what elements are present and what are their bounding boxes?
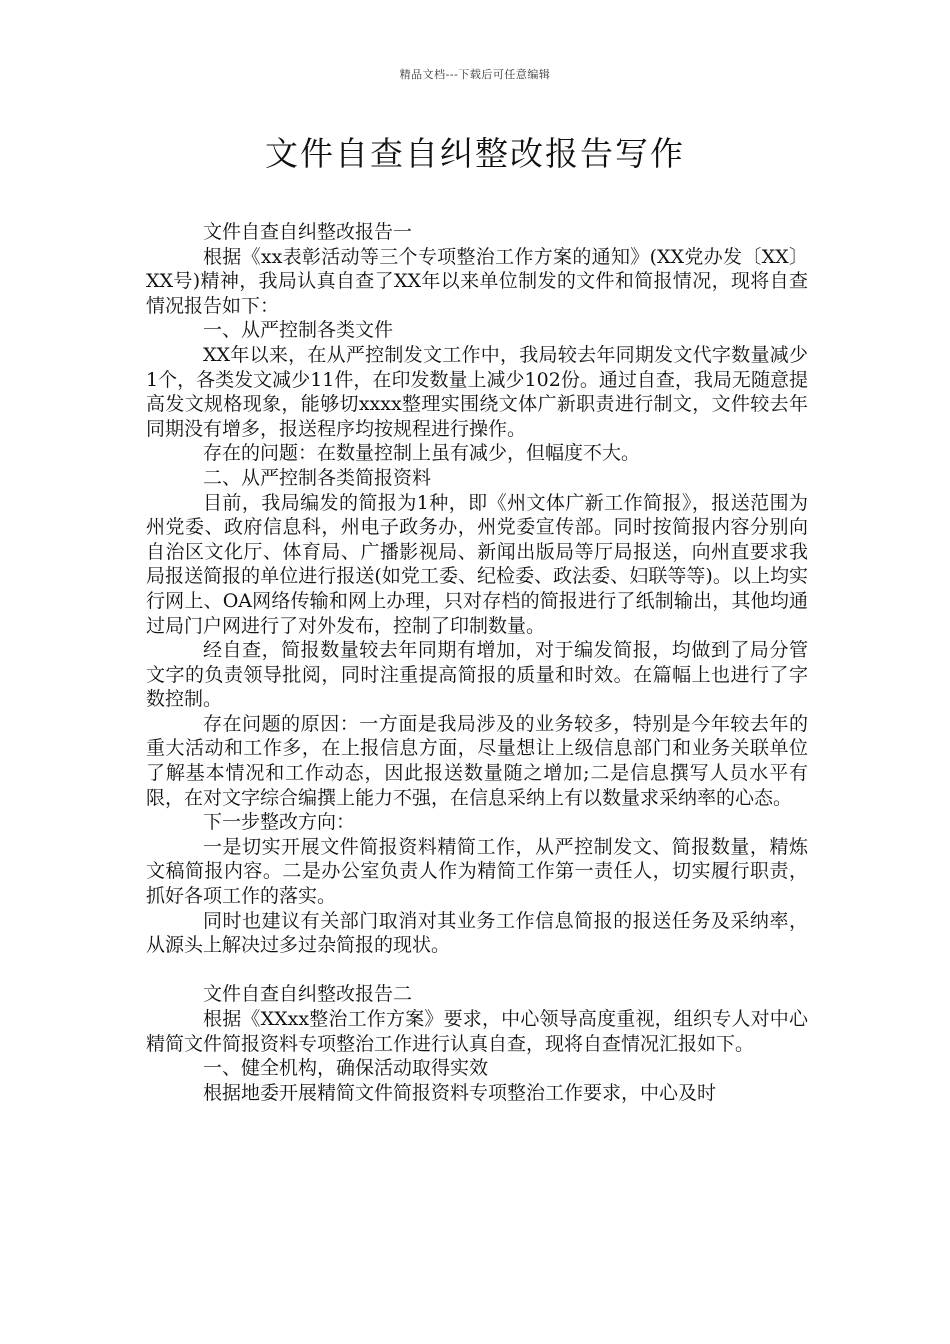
section-heading-report-1: 文件自查自纠整改报告一 [203,221,413,243]
paragraph: XX年以来，在从严控制发文工作中，我局较去年同期发文代字数量减少1个，各类发文减少11件，在印发数量上减少102份。通过自查，我局无随意提高发文规格现象，能够切xxxx整理实围绕文体广新职责进行制文，文件较去年同期没有增多，报送程序均按规程进行操作。 [146,343,808,440]
paragraph: 一是切实开展文件简报资料精简工作，从严控制发文、简报数量，精炼文稿简报内容。二是办公室负责人作为精简工作第一责任人，切实履行职责，抓好各项工作的落实。 [146,835,808,908]
paragraph: 同时也建议有关部门取消对其业务工作信息简报的报送任务及采纳率，从源头上解决过多过杂简报的现状。 [146,909,808,957]
document-title: 文件自查自纠整改报告写作 [265,134,685,173]
paragraph: 根据《XXxx整治工作方案》要求，中心领导高度重视，组织专人对中心精简文件简报资料专项整治工作进行认真自查，现将自查情况汇报如下。 [146,1008,808,1055]
section-heading-report-2: 文件自查自纠整改报告二 [203,983,413,1006]
paragraph: 根据地委开展精简文件简报资料专项整治工作要求，中心及时 [203,1081,717,1104]
document-body [146,220,808,1105]
subheading: 二、从严控制各类简报资料 [203,466,432,489]
paragraph: 根据《xx表彰活动等三个专项整治工作方案的通知》(XX党办发〔XX〕XX号)精神，我局认真自查了XX年以来单位制发的文件和简报情况，现将自查情况报告如下： [146,245,808,317]
paragraph: 存在问题的原因：一方面是我局涉及的业务较多，特别是今年较去年的重大活动和工作多，在上报信息方面，尽量想让上级信息部门和业务关联单位了解基本情况和工作动态，因此报送数量随之增加;二是信息撰写人员水平有限，在对文字综合编撰上能力不强，在信息采纳上有以数量求采纳率的心态。 [146,712,808,809]
subheading: 下一步整改方向： [203,811,356,834]
paragraph: 经自查，简报数量较去年同期有增加，对于编发简报，均做到了局分管文字的负责领导批阅，同时注重提高简报的质量和时效。在篇幅上也进行了字数控制。 [146,639,808,711]
paragraph: 存在的问题：在数量控制上虽有减少，但幅度不大。 [203,442,641,465]
subheading: 一、健全机构，确保活动取得实效 [203,1057,489,1080]
subheading: 一、从严控制各类文件 [203,319,394,342]
header-note: 精品文档---下载后可任意编辑 [399,68,551,81]
paragraph: 目前，我局编发的简报为1种，即《州文体广新工作简报》，报送范围为州党委、政府信息科，州电子政务办，州党委宣传部。同时按简报内容分别向自治区文化厅、体育局、广播影视局、新闻出版局等厅局报送，向州直要求我局报送简报的单位进行报送(如党工委、纪检委、政法委、妇联等等)。以上均实行网上、OA网络传输和网上办理，只对存档的简报进行了纸制输出，其他均通过局门户网进行了对外发布，控制了印制数量。 [146,491,808,637]
